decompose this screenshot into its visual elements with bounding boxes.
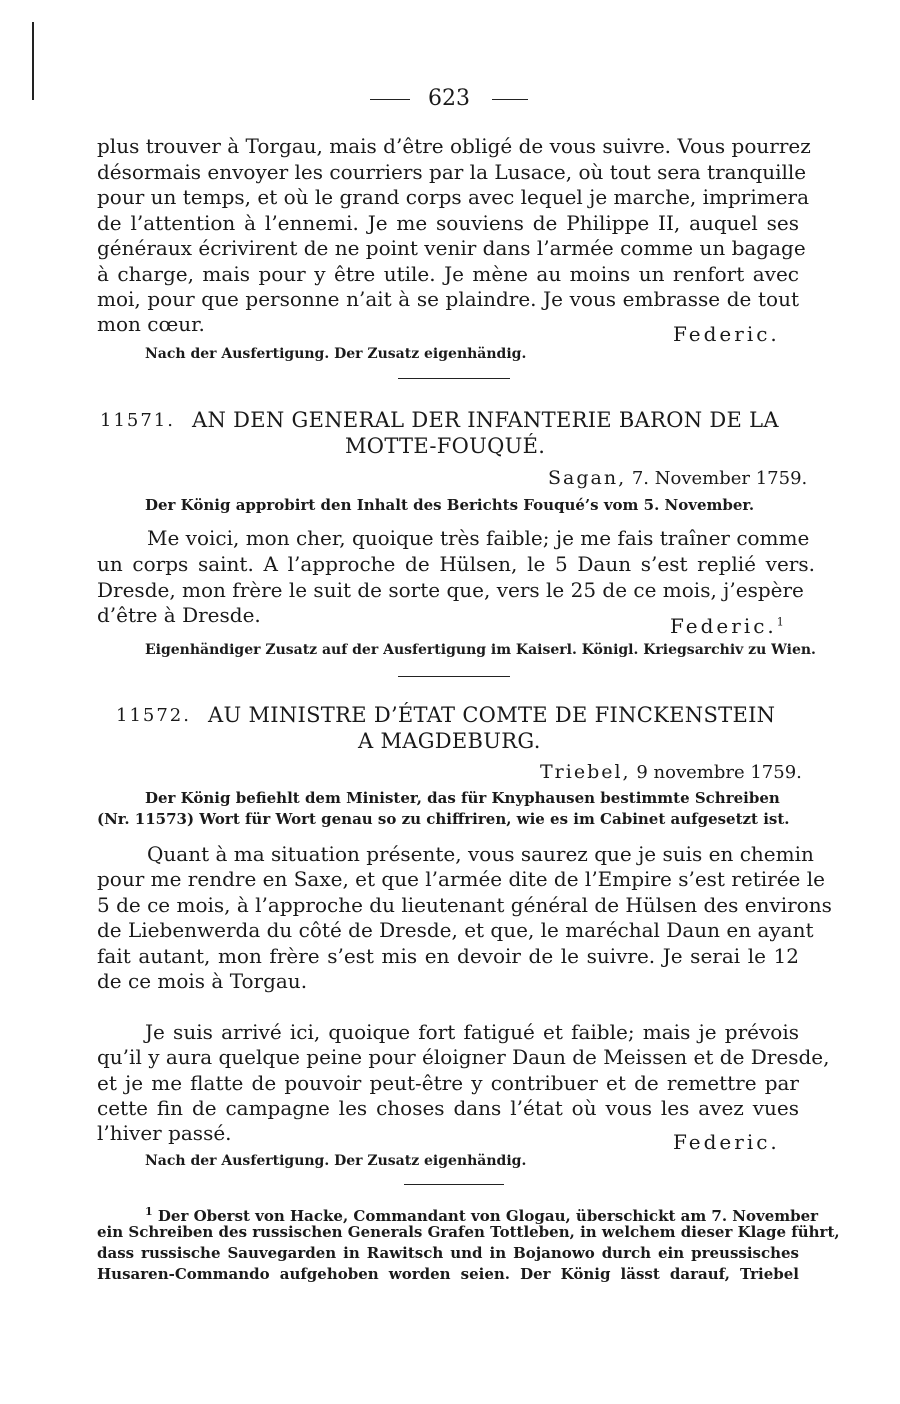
text-line: Je suis arrivé ici, quoique fort fatigué et faible; mais je prévois <box>145 1020 799 1044</box>
page-number: 623 <box>428 86 470 111</box>
footnote-divider <box>404 1184 504 1185</box>
place-date <box>540 761 802 783</box>
letter-heading-line2: MOTTE-FOUQUÉ. <box>345 434 546 458</box>
letter-heading-line1: AU MINISTRE D’ÉTAT COMTE DE FINCKENSTEIN <box>208 703 776 727</box>
summary: Der König approbirt den Inhalt des Berichts Fouqué’s vom 5. November. <box>145 496 755 514</box>
letter-number-text: 11572. <box>116 705 191 726</box>
text-line: pour un temps, et où le grand corps avec lequel je marche, imprimera <box>97 185 810 209</box>
source-note: Nach der Ausfertigung. Der Zusatz eigenhändig. <box>145 1153 527 1169</box>
text-line: l’hiver passé. <box>97 1121 232 1145</box>
header-dash-right <box>492 99 528 100</box>
place: Sagan, <box>548 467 627 489</box>
footnote-ref: 1 <box>776 615 787 629</box>
date: 7. November 1759. <box>631 468 808 489</box>
text-line: de Liebenwerda du côté de Dresde, et que, le maréchal Daun en ayant <box>97 918 814 942</box>
text-line: et je me flatte de pouvoir peut-être y contribuer et de remettre par <box>97 1071 799 1095</box>
text-line: mon cœur. <box>97 312 205 336</box>
text-line: pour me rendre en Saxe, et que l’armée dite de l’Empire s’est retirée le <box>97 867 825 891</box>
text-line: désormais envoyer les courriers par la Lusace, où tout sera tranquille <box>97 160 807 184</box>
footnote-line: Husaren-Commando aufgehoben worden seien. Der König lässt darauf, Triebel <box>97 1265 799 1283</box>
margin-mark <box>32 22 34 100</box>
signature: Federic. <box>673 322 780 346</box>
text-line: moi, pour que personne n’ait à se plaindre. Je vous embrasse de tout <box>97 287 799 311</box>
date: 9 novembre 1759. <box>636 762 802 783</box>
summary-line1: Der König befiehlt dem Minister, das für Knyphausen bestimmte Schreiben <box>145 789 780 807</box>
letter-heading-line2: A MAGDEBURG. <box>358 729 541 753</box>
footnote-line: dass russische Sauvegarden in Rawitsch und in Bojanowo durch ein preussisches <box>97 1244 799 1262</box>
letter-number <box>100 410 175 431</box>
text-line: Quant à ma situation présente, vous saurez que je suis en chemin <box>147 842 814 866</box>
text-line: de ce mois à Torgau. <box>97 969 308 993</box>
section-divider <box>398 676 510 677</box>
page-header <box>370 86 530 114</box>
summary-line2: (Nr. 11573) Wort für Wort genau so zu chiffriren, wie es im Cabinet aufgesetzt ist. <box>97 810 790 828</box>
section-divider <box>398 378 510 379</box>
text-line: à charge, mais pour y être utile. Je mène au moins un renfort avec <box>97 262 799 286</box>
text-line: généraux écrivirent de ne point venir dans l’armée comme un bagage <box>97 236 806 260</box>
text-line: qu’il y aura quelque peine pour éloigner Daun de Meissen et de Dresde, <box>97 1045 830 1069</box>
header-dash-left <box>370 99 410 100</box>
text-line: cette fin de campagne les choses dans l’état où vous les avez vues <box>97 1096 799 1120</box>
signature: Federic. <box>673 1130 780 1154</box>
text-line: plus trouver à Torgau, mais d’être obligé de vous suivre. Vous pourrez <box>97 134 811 158</box>
text-line: de l’attention à l’ennemi. Je me souviens de Philippe II, auquel ses <box>97 211 799 235</box>
text-line: Me voici, mon cher, quoique très faible; je me fais traîner comme <box>147 526 810 550</box>
footnote-line: ein Schreiben des russischen Generals Grafen Tottleben, in welchem dieser Klage führt, <box>97 1223 840 1241</box>
letter-number-text: 11571. <box>100 410 175 431</box>
source-note: Eigenhändiger Zusatz auf der Ausfertigung im Kaiserl. Königl. Kriegsarchiv zu Wien. <box>145 642 816 658</box>
text-line: un corps saint. A l’approche de Hülsen, le 5 Daun s’est replié vers. <box>97 552 815 576</box>
text-line: d’être à Dresde. <box>97 603 261 627</box>
signature <box>670 614 787 638</box>
text-line: Dresde, mon frère le suit de sorte que, vers le 25 de ce mois, j’espère <box>97 578 804 602</box>
letter-heading-line1: AN DEN GENERAL DER INFANTERIE BARON DE LA <box>192 408 779 432</box>
place: Triebel, <box>540 761 631 783</box>
text-line: 5 de ce mois, à l’approche du lieutenant général de Hülsen des environs <box>97 893 832 917</box>
footnote-mark: 1 <box>145 1205 153 1218</box>
source-note: Nach der Ausfertigung. Der Zusatz eigenhändig. <box>145 346 527 362</box>
text-line: fait autant, mon frère s’est mis en devoir de le suivre. Je serai le 12 <box>97 944 799 968</box>
footnote-text: Der Oberst von Hacke, Commandant von Glogau, überschickt am 7. November <box>157 1207 819 1225</box>
place-date <box>548 467 807 489</box>
signature-text: Federic. <box>670 614 777 638</box>
letter-number <box>116 705 191 726</box>
